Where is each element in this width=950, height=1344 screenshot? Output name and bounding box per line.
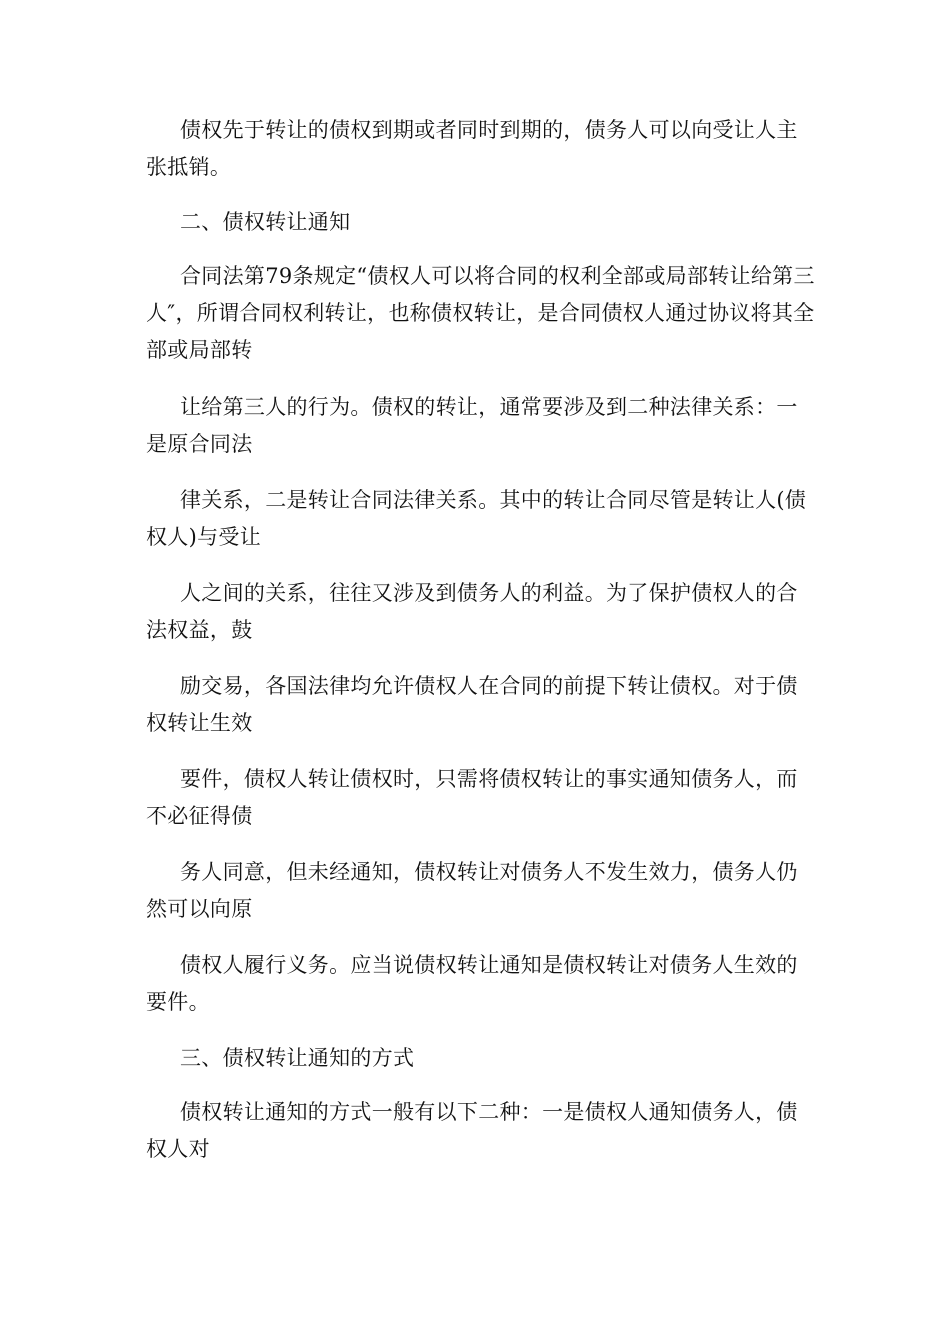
section-heading-2: 二、债权转让通知 [180, 210, 351, 234]
paragraph-effective-conditions: 要件，债权人转让债权时，只需将债权转让的事实通知债务人，而不必征得债 [146, 767, 798, 828]
paragraph-legal-relations: 让给第三人的行为。债权的转让，通常要涉及到二种法律关系：一是原合同法 [146, 395, 798, 456]
paragraph-transfer-contract: 律关系，二是转让合同法律关系。其中的转让合同尽管是转让人(债权人)与受让 [146, 488, 807, 549]
paragraph-notice-methods: 债权转让通知的方式一般有以下二种：一是债权人通知债务人，债权人对 [146, 1100, 798, 1161]
section-heading-3: 三、债权转让通知的方式 [180, 1046, 415, 1070]
paragraph-notice-requirement: 债权人履行义务。应当说债权转让通知是债权转让对债务人生效的要件。 [146, 953, 798, 1014]
paragraph-without-notice: 务人同意，但未经通知，债权转让对债务人不发生效力，债务人仍然可以向原 [146, 860, 798, 921]
paragraph-article-79: 合同法第79条规定“债权人可以将合同的权利全部或局部转让给第三人″，所谓合同权利转让，也称债权转让，是合同债权人通过协议将其全部或局部转 [146, 264, 815, 362]
paragraph-debtor-interest: 人之间的关系，往往又涉及到债务人的利益。为了保护债权人的合法权益，鼓 [146, 581, 798, 642]
paragraph-encourage-trade: 励交易，各国法律均允许债权人在合同的前提下转让债权。对于债权转让生效 [146, 674, 798, 735]
paragraph-setoff: 债权先于转让的债权到期或者同时到期的，债务人可以向受让人主张抵销。 [146, 118, 798, 179]
